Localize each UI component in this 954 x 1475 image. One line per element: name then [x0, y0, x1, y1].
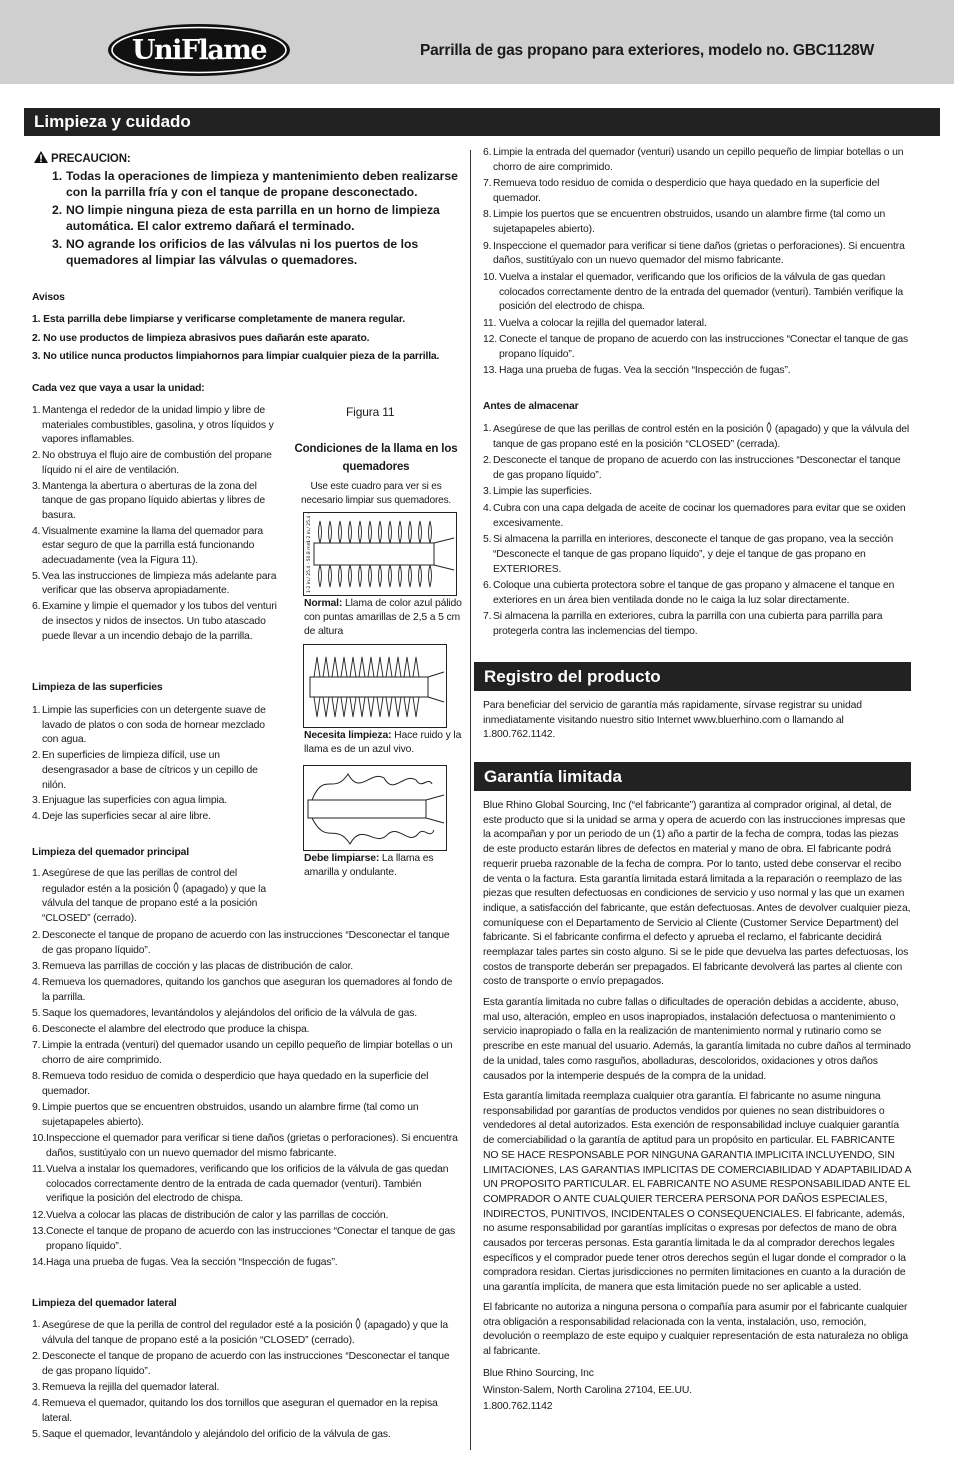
list-item: 13. Conecte el tanque de propano de acuerdo con las instrucciones “Conectar el tanque de gas propano líquido”. — [32, 1225, 456, 1252]
list-item: 13. Haga una prueba de fugas. Vea la sección “Inspección de fugas”. — [483, 365, 791, 377]
address-line: Blue Rhino Sourcing, Inc — [483, 1368, 594, 1379]
dimension-label-top: 1-2 in./ 25.4 - 50.8 mm — [307, 513, 312, 543]
list-item: 7. Si almacena la parrilla en exteriores, cubra la parrilla con una cubierta para parrilla para protegerla contra las inclemencias del tiempo. — [483, 611, 883, 637]
registration-text: Para beneficiar del servicio de garantía más rapidamente, sírvase registrar su unidad inmediatamente visitando nuestro sitio Internet www.bluerhino.com o llamando al 1.800.762.1142. — [483, 700, 862, 741]
section-header-registration: Registro del producto — [474, 662, 911, 691]
list-item: 6. Coloque una cubierta protectora sobre el tanque de gas propano y almacene el tanque en exteriores en un área bien ventilada donde no le caiga la luz solar directamente. — [483, 580, 895, 606]
list-item: 6. Desconecte el alambre del electrodo que produce la chispa. — [32, 1024, 310, 1036]
phone-number: 1.800.762.1142 — [483, 1401, 553, 1412]
page-title: Parrilla de gas propano para exteriores, modelo no. GBC1128W — [420, 42, 875, 59]
list-item: 5. Si almacena la parrilla en interiores, desconecte el tanque de gas propano, vea la sección “Desconecte el tanque de gas propano líquido”, y deje el tanque de gas propano en EXTERIORES. — [483, 534, 894, 575]
list-item: 3. Mantenga la abertura o aberturas de la zona del tanque de gas propano líquido abiertas y libres de basura. — [32, 480, 265, 521]
list-item: 1. Mantenga el rededor de la unidad limpio y libre de materiales combustibles, gasolina, y otros líquidos y vapores inflamables. — [32, 405, 274, 446]
list-item: 4. Deje las superficies secar al aire libre. — [32, 810, 211, 822]
main-burner-heading: Limpieza del quemador principal — [32, 847, 190, 858]
avisos-heading: Avisos — [32, 292, 65, 303]
caution-item: 2. NO limpie ninguna pieza de esta parrilla en un horno de limpieza automática. El calor extremo dañará el terminado. — [52, 203, 440, 233]
figure-title: Condiciones de la llama en los quemadores — [294, 443, 458, 473]
caution-label — [34, 151, 131, 167]
list-item: 7. Remueva todo residuo de comida o desperdicio que haya quedado en la superficie del quemador. — [483, 178, 880, 204]
list-item: 5. Saque el quemador, levantándolo y alejándolo del orificio de la válvula de gas. — [32, 1428, 391, 1440]
warranty-paragraph-1: Blue Rhino Global Sourcing, Inc (“el fabricante”) garantiza al comprador original, al detal, de este producto que si la unidad se arma y opera de acuerdo con las instrucciones impresas que la acompañan y por un periodo de un (1) año a partir de la fecha de compra, todas las piezas de este producto estarán libres de defectos en material y mano de obra. El fabricante podrá requerir prueba razonable de la fecha de compra. Por lo tanto, usted debe conservar el recibo de venta o la factura. Esta garantía limitada estará limitada a la reparación o reemplazo de las piezas que resulten defectuosas en condiciones de servicio y uso normal y las que un examen indique, a satisfacción del fabricante, que están defectuosas. Antes de devolver cualquier pieza, comuníquese con el Departamento de Servicio al Cliente (Customer Service Department) del fabricante. Si el fabricante confirma el defecto y aprueba el reclamo, el fabricante decidirá reemplazar tales partes sin costo alguno. Si se le pide que devuelva las partes defectuosas, los costos de transporte deberán ser prepagados. El fabricante devolverá las partes al cliente con costo de transporte o envío prepagados. — [483, 800, 911, 988]
off-flame-icon — [173, 882, 179, 893]
section-header-cleaning: Limpieza y cuidado — [24, 108, 940, 136]
list-item: 3. Remueva las parrillas de cocción y las placas de distribución de calor. — [32, 960, 354, 972]
off-flame-icon — [766, 422, 772, 433]
figure-label: Figura 11 — [346, 405, 395, 419]
list-item: 5. Saque los quemadores, levantándolos y alejándolos del orificio de la válvula de gas. — [32, 1008, 417, 1020]
list-item: 5. Vea las instrucciones de limpieza más adelante para verificar que las observa apropiadamente. — [32, 570, 277, 597]
aviso-item: 1. Esta parrilla debe limpiarse y verificarse completamente de manera regular. — [32, 314, 405, 325]
list-item: 2. Desconecte el tanque de propano de acuerdo con las instrucciones “Desconectar el tanque de gas propano líquido”. — [32, 930, 450, 956]
list-item: 1. Asegúrese de que las perillas de control estén en la posición (apagado) y que la válvula del tanque de gas propano esté en la posición “CLOSED” (cerrada). — [483, 423, 910, 450]
logo-text: UniFlame — [131, 35, 267, 66]
list-item: 9. Limpie puertos que se encuentren obstruidos, usando un alambre firme (tal como un sujetapapeles abierto). — [32, 1102, 419, 1128]
list-item: 12. Vuelva a colocar las placas de distribución de calor y las parrillas de cocción. — [32, 1209, 389, 1221]
storage-heading: Antes de almacenar — [483, 401, 579, 412]
list-item: 3. Limpie las superficies. — [483, 486, 592, 498]
warranty-paragraph-2: Esta garantía limitada no cubre fallas o dificultades de operación debidas a accidente, abuso, mal uso, alteración, empleo en usos inapropiados, instalación defectuosa o mantenimiento o servicio inapropiado o falla en la realización de mantenimiento normal y rutinario como se prescribe en este manual del usuario. Además, la garantía limitada no cubre daños al terminado de la unidad, tales como rasguños, abolladuras, descoloridos, oxidaciones y otros daños causados por la intemperie después de la compra de la unidad. — [483, 997, 911, 1082]
warranty-paragraph-3: Esta garantía limitada reemplaza cualquier otra garantía. El fabricante no asume ninguna responsabilidad por garantías de productos vendidos por quienes no sean distribuidores o vendedores al detal autorizados. Esta exención de responsabilidad incluye cualquier garantía de comerciabilidad o la garantía de aptitud para un propósito en particular. EL FABRICANTE NO SE HACE RESPONSABLE POR NINGUNA GARANTIA IMPLICITA INCLUYENDO, SIN LIMITACIONES, LAS GARANTIAS IMPLICITAS DE COMERCIABILIDAD Y ADAPTABILIDAD A UN PROPOSITO PARTICULAR. EL FABRICANTE NO ASUME RESPONSABILIDAD ANTE EL COMPRADOR O ANTE CUALQUIER TERCERA PERSONA POR DAÑOS ESPECIALES, INDIRECTOS, PUNITIVOS, INCIDENTALES O CONSEQUENCIALES. El fabricante, además, no asume responsabilidad por garantías implícitas o expresas por defectos de mano de obra causados por terceras personas. Esta garantía limitada le da al comprador derechos legales específicos y el comprador puede tener otros derechos según el lugar donde el comprador o la compradora residan. Ciertas jurisdicciones no permiten limitaciones en cuanto a la duración de una garantía implícita, de manera que esta limitación puede no ser aplicable a usted. — [483, 1091, 911, 1294]
list-item: 4. Remueva los quemadores, quitando los ganchos que aseguran los quemadores al fondo de la parrilla. — [32, 977, 453, 1003]
list-item: 3. Remueva la rejilla del quemador lateral. — [32, 1381, 220, 1393]
dimension-label-bottom: 1-2 in./ 25.4 - 50.8 mm — [307, 541, 312, 593]
list-item: 2. Desconecte el tanque de propano de acuerdo con las instrucciones “Desconectar el tanque de gas propano líquido”. — [483, 455, 901, 481]
caution-label-text: PRECAUCION: — [51, 153, 131, 165]
flame-normal-illustration — [303, 512, 457, 596]
surfaces-heading: Limpieza de las superficies — [32, 682, 163, 693]
page-header — [0, 0, 954, 84]
caution-list — [52, 169, 462, 271]
flame-noisy-illustration — [303, 644, 447, 728]
list-item: 1. Asegúrese de que las perillas de control del regulador estén a la posición (apagado) y que la válvula del tanque de propano esté a la posición “CLOSED” (cerrado). — [32, 868, 266, 925]
warning-icon — [34, 151, 48, 163]
list-item: 2. No obstruya el flujo aire de combustión del propane líquido ni el aire de ventilación. — [32, 450, 272, 476]
address-line: Winston-Salem, North Carolina 27104, EE.UU. — [483, 1384, 692, 1396]
list-item: 4. Visualmente examine la llama del quemador para estar seguro de que la parrilla está funcionando adecuadamente (vea la Figura 11). — [32, 525, 264, 567]
list-item: 2. Desconecte el tanque de propano de acuerdo con las instrucciones “Desconectar el tanque de gas propano líquido”. — [32, 1350, 450, 1377]
side-burner-heading: Limpieza del quemador lateral — [32, 1298, 177, 1309]
aviso-item: 3. No utilice nunca productos limpiahornos para limpiar cualquier pieza de la parrilla. — [32, 351, 440, 362]
list-item: 9. Inspeccione el quemador para verificar si tiene daños (grietas o perforaciones). Si encuentra daños, sustitúyalo con un nuevo quemador del mismo fabricante. — [483, 240, 905, 267]
avisos-list — [32, 311, 472, 367]
flame-normal-diagram — [304, 513, 456, 595]
list-item: 12. Conecte el tanque de propano de acuerdo con las instrucciones “Conectar el tanque de gas propano líquido”. — [483, 334, 909, 360]
list-item: 8. Limpie los puertos que se encuentren obstruidos, usando un alambre firme (tal como un sujetapapeles abierto). — [483, 209, 886, 236]
list-item: 11. Vuelva a colocar la rejilla del quemador lateral. — [483, 317, 707, 329]
figure-subtitle: Use este cuadro para ver si es necesario limpiar sus quemadores. — [300, 481, 452, 506]
list-item: 6. Limpie la entrada del quemador (venturi) usando un cepillo pequeño de limpiar botellas o un chorro de aire comprimido. — [483, 147, 904, 173]
aviso-item: 2. No use productos de limpieza abrasivos pues dañarán este aparato. — [32, 332, 370, 344]
list-item: 11. Vuelva a instalar los quemadores, verificando que los orificios de la válvula de gas quedan colocados correctamente dentro de la entrada de cada quemador (venturi). También verifique la posición del electrodo de chispa. — [32, 1164, 449, 1205]
storage-list — [483, 422, 911, 640]
off-flame-icon — [355, 1318, 361, 1329]
main-burner-list — [32, 929, 460, 1270]
warranty-paragraph-4: El fabricante no autoriza a ninguna persona o compañía para asumir por el fabricante cualquier otra obligación a responsabilidad relacionada con la venta, instalación, uso, remoción, devolución o reemplazo de este equipo y cualquier representación de esta naturaleza no obliga al fabricante. — [483, 1302, 909, 1358]
list-item: 1. Limpie las superficies con un detergente suave de lavado de platos o con soda de hornear mezclado con agua. — [32, 705, 266, 746]
section-header-warranty: Garantía limitada — [474, 762, 911, 791]
flame-noisy-diagram — [304, 645, 446, 727]
list-item: 10. Vuelva a instalar el quemador, verificando que los orificios de la válvula de gas quedan colocados correctamente dentro de la entrada del quemador (venturi). También verifique la posición del electrodo de chispa. — [483, 271, 904, 313]
side-burner-list — [32, 1318, 460, 1443]
uniflame-logo — [106, 22, 292, 78]
list-item: 2. En superficies de limpieza difícil, use un desengrasador a base de cítricos y un cepillo de nilón. — [32, 750, 258, 791]
caution-item: 3. NO agrande los orificios de las válvulas ni los puertos de los quemadores al limpiar las válvulas o quemadores. — [52, 237, 419, 267]
flame-dirty-diagram — [304, 766, 446, 850]
flame-noisy-caption: Necesita limpieza: Hace ruido y la llama es de un azul vivo. — [304, 730, 462, 755]
each-use-list — [32, 404, 280, 644]
list-item: 14. Haga una prueba de fugas. Vea la sección “Inspección de fugas”. — [32, 1256, 338, 1268]
list-item: 10. Inspeccione el quemador para verificar si tiene daños (grietas o perforaciones). Si encuentra daños, sustitúyalo con un nuevo quemador del mismo fabricante. — [32, 1133, 458, 1159]
list-item: 4. Cubra con una capa delgada de aceite de cocinar los quemadores para evitar que se oxiden excesivamente. — [483, 502, 906, 529]
list-item: 8. Remueva todo residuo de comida o desperdicio que haya quedado en la superficie del quemador. — [32, 1071, 429, 1098]
manufacturer-address — [483, 1366, 911, 1416]
flame-dirty-illustration — [303, 765, 447, 851]
list-item: 3. Enjuague las superficies con agua limpia. — [32, 795, 228, 807]
list-item: 7. Limpie la entrada (venturi) del quemador usando un cepillo pequeño de limpiar botellas o un chorro de aire comprimido. — [32, 1040, 453, 1067]
list-item: 4. Remueva el quemador, quitando los dos tornillos que aseguran el quemador en la repisa lateral. — [32, 1398, 438, 1424]
side-burner-list-continued — [483, 146, 911, 379]
flame-normal-caption: Normal: Llama de color azul pálido con puntas amarillas de 2,5 a 5 cm de altura — [304, 598, 462, 637]
main-burner-list-first — [32, 867, 268, 927]
caution-item: 1. Todas la operaciones de limpieza y mantenimiento deben realizarse con la parrilla fría y con el tanque de propane desconectado. — [52, 169, 458, 199]
list-item: 1. Asegúrese de que la perilla de control del regulador esté a la posición (apagado) y que la válvula del tanque de propano esté a la posición “CLOSED” (cerrado). — [32, 1319, 448, 1346]
list-item: 6. Examine y limpie el quemador y los tubos del venturi de insectos y nidos de insectos. Un tubo atascado puede llevar a un incendio debajo de la parrilla. — [32, 601, 277, 642]
flame-dirty-caption: Debe limpiarse: La llama es amarilla y ondulante. — [304, 853, 434, 878]
each-use-heading: Cada vez que vaya a usar la unidad: — [32, 383, 205, 394]
surfaces-list — [32, 704, 280, 825]
